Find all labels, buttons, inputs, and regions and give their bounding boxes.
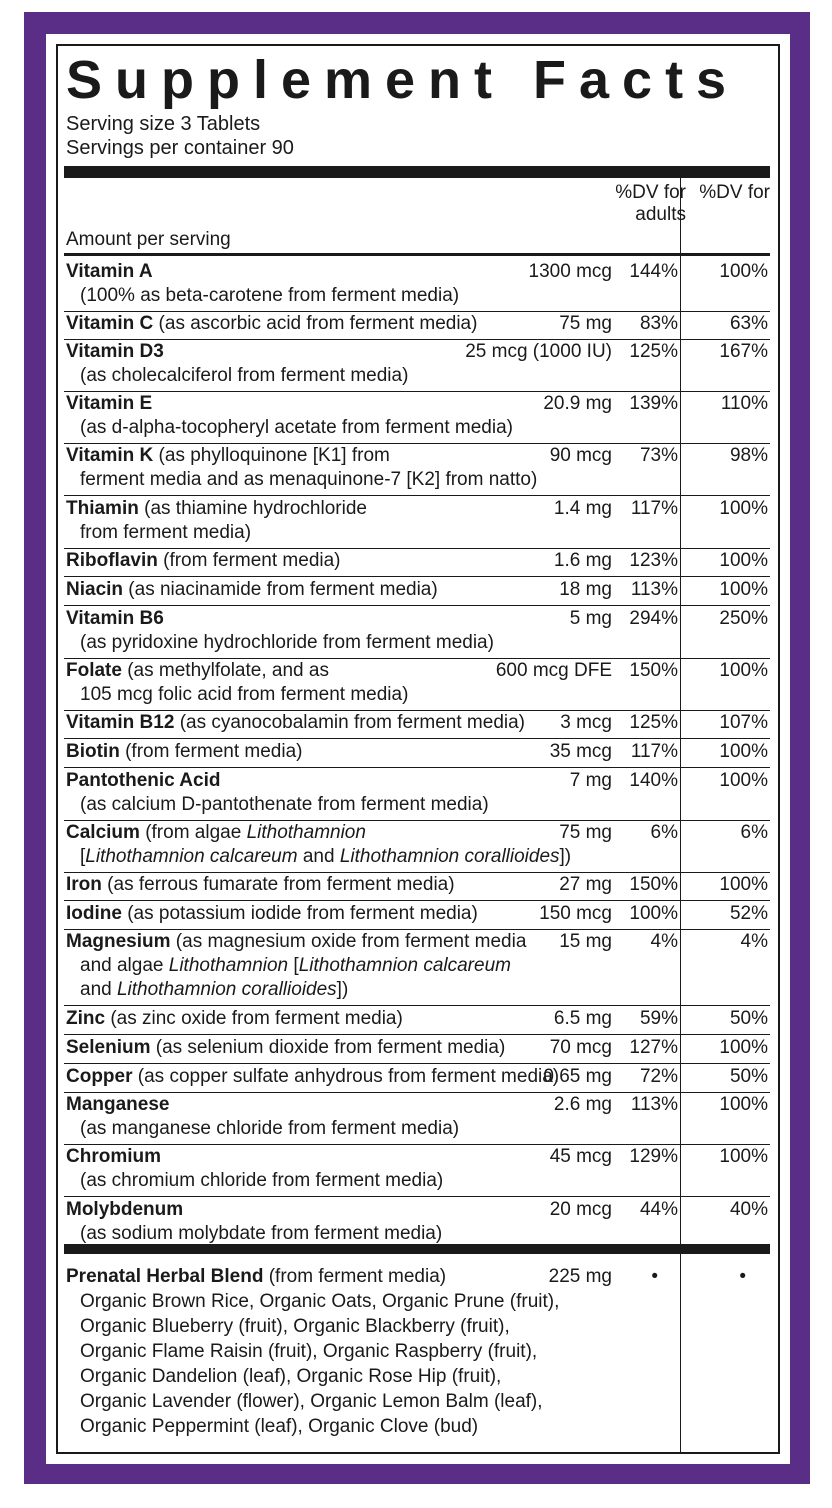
nutrient-dv-adults: 6%	[650, 822, 678, 843]
nutrient-dv-other: 98%	[729, 445, 768, 466]
nutrient-amount: 6.5 mg	[553, 1008, 612, 1029]
nutrient-dv-other: 110%	[720, 393, 768, 414]
source-part: [	[80, 846, 86, 867]
nutrient-amount: 600 mcg DFE	[495, 660, 612, 681]
row-divider	[64, 495, 770, 496]
nutrient-source: (as potassium iodide from ferment media)	[121, 903, 478, 924]
nutrient-dv-adults: 150%	[629, 660, 678, 681]
nutrient-source-line2: 105 mcg folic acid from ferment media)	[80, 684, 409, 705]
nutrient-name-line	[66, 1036, 505, 1060]
blend-name: Prenatal Herbal Blend	[66, 1266, 264, 1287]
source-part-italic: Lithothamnion calcareum	[298, 955, 511, 976]
nutrient-amount: 3 mcg	[560, 712, 612, 733]
nutrient-name: Vitamin C	[66, 313, 154, 334]
nutrient-dv-other: 52%	[729, 903, 768, 924]
nutrient-name: Biotin	[66, 741, 120, 762]
nutrient-source-line2: (as manganese chloride from ferment media)	[80, 1118, 460, 1139]
label-title: Supplement Facts	[66, 50, 740, 110]
blend-amount: 225 mg	[548, 1266, 612, 1287]
nutrient-source: (as niacinamide from ferment media)	[123, 579, 438, 600]
nutrient-name-line	[66, 1065, 559, 1089]
nutrient-name: Vitamin B6	[66, 608, 164, 629]
row-divider	[64, 605, 770, 606]
nutrient-name: Selenium	[66, 1037, 151, 1058]
nutrient-dv-adults: 72%	[639, 1066, 678, 1087]
nutrient-amount: 90 mcg	[549, 445, 612, 466]
nutrient-amount: 150 mcg	[539, 903, 612, 924]
nutrient-dv-adults: 127%	[629, 1037, 678, 1058]
nutrient-amount: 7 mg	[569, 770, 612, 791]
nutrient-amount: 2.6 mg	[553, 1094, 612, 1115]
nutrient-source: (as cyanocobalamin from ferment media)	[174, 712, 526, 733]
nutrient-amount: 25 mcg (1000 IU)	[465, 341, 612, 362]
nutrient-name-line	[66, 930, 526, 954]
serving-size: Serving size 3 Tablets	[66, 113, 261, 135]
nutrient-source-line3	[80, 978, 348, 1002]
row-divider	[64, 900, 770, 901]
row-divider	[64, 576, 770, 577]
nutrient-name: Molybdenum	[66, 1199, 184, 1220]
nutrient-dv-adults: 294%	[629, 608, 678, 629]
nutrient-dv-adults: 117%	[630, 498, 678, 519]
nutrient-dv-adults: 117%	[630, 741, 678, 762]
source-part-italic: Lithothamnion calcareum	[85, 846, 298, 867]
nutrient-row	[64, 1007, 770, 1035]
nutrient-name: Zinc	[66, 1008, 106, 1029]
nutrient-name: Niacin	[66, 579, 124, 600]
nutrient-name-line	[66, 769, 220, 793]
nutrient-name-line	[66, 1145, 161, 1169]
blend-dv-adults: •	[651, 1266, 658, 1287]
nutrient-name: Pantothenic Acid	[66, 770, 221, 791]
thick-divider-top	[64, 166, 770, 178]
nutrient-dv-other: 6%	[740, 822, 768, 843]
source-part: and	[297, 846, 340, 867]
nutrient-dv-other: 100%	[719, 741, 768, 762]
nutrient-dv-adults: 129%	[629, 1146, 678, 1167]
row-divider	[64, 738, 770, 739]
nutrient-name-line	[66, 821, 366, 845]
nutrient-row	[64, 930, 770, 1006]
nutrient-dv-other: 167%	[719, 341, 768, 362]
nutrient-name: Folate	[66, 660, 122, 681]
source-part-italic: Lithothamnion corallioides	[339, 846, 560, 867]
source-part: [	[288, 955, 299, 976]
nutrient-row	[64, 711, 770, 739]
nutrient-row	[64, 1065, 770, 1093]
nutrient-name: Iron	[66, 874, 102, 895]
nutrient-name-line	[66, 392, 152, 416]
nutrient-row	[64, 821, 770, 873]
nutrient-source-italic: Lithothamnion	[246, 822, 366, 843]
nutrient-source-line2: (as pyridoxine hydrochloride from ferment media)	[80, 632, 494, 653]
nutrient-name: Manganese	[66, 1094, 170, 1115]
blend-ingredient-line: Organic Dandelion (leaf), Organic Rose Hip (fruit),	[80, 1366, 502, 1387]
nutrient-source: (as copper sulfate anhydrous from ferment media)	[132, 1066, 560, 1087]
blend-ingredient-line: Organic Brown Rice, Organic Oats, Organic Prune (fruit),	[80, 1291, 560, 1312]
nutrient-dv-adults: 140%	[629, 770, 678, 791]
nutrient-name: Vitamin K	[66, 445, 154, 466]
row-divider	[64, 767, 770, 768]
nutrient-name-line	[66, 1198, 183, 1222]
nutrient-name-line	[66, 1093, 169, 1117]
nutrient-source: (as selenium dioxide from ferment media)	[150, 1037, 506, 1058]
dv-adults-header-line1: %DV for	[615, 182, 686, 203]
nutrient-amount: 1300 mcg	[528, 261, 612, 282]
nutrient-row	[64, 312, 770, 340]
nutrient-source: (as phylloquinone [K1] from	[153, 445, 390, 466]
blend-ingredient-line: Organic Lavender (flower), Organic Lemon Balm (leaf),	[80, 1391, 543, 1412]
nutrient-dv-other: 250%	[719, 608, 768, 629]
nutrient-dv-adults: 123%	[629, 550, 678, 571]
nutrient-amount: 75 mg	[559, 822, 612, 843]
source-part-italic: Lithothamnion	[168, 955, 289, 976]
blend-title	[66, 1264, 446, 1289]
nutrient-source-line2: (as cholecalciferol from ferment media)	[80, 365, 409, 386]
nutrient-row	[64, 497, 770, 549]
blend-ingredient-line: Organic Flame Raisin (fruit), Organic Raspberry (fruit),	[80, 1341, 538, 1362]
nutrient-dv-other: 107%	[719, 712, 768, 733]
nutrient-amount: 0.65 mg	[543, 1066, 612, 1087]
nutrient-name: Riboflavin	[66, 550, 158, 571]
nutrient-dv-other: 50%	[729, 1008, 768, 1029]
nutrient-dv-other: 100%	[719, 660, 768, 681]
dv-adults-header-line2: adults	[635, 204, 686, 225]
row-divider	[64, 1196, 770, 1197]
nutrient-source: (as ascorbic acid from ferment media)	[153, 313, 478, 334]
nutrient-name-line	[66, 260, 153, 284]
nutrient-name: Copper	[66, 1066, 133, 1087]
nutrient-name: Magnesium	[66, 931, 171, 952]
blend-ingredient-line: Organic Peppermint (leaf), Organic Clove (bud)	[80, 1416, 479, 1437]
nutrient-row	[64, 659, 770, 711]
nutrient-row	[64, 902, 770, 930]
supplement-facts-label	[56, 44, 780, 1454]
nutrient-dv-other: 50%	[729, 1066, 768, 1087]
nutrient-dv-other: 100%	[719, 770, 768, 791]
nutrient-row	[64, 769, 770, 821]
medium-divider	[64, 253, 770, 256]
nutrient-name: Vitamin D3	[66, 341, 164, 362]
row-divider	[64, 1063, 770, 1064]
nutrient-row	[64, 1093, 770, 1145]
nutrient-name-line	[66, 312, 477, 336]
nutrient-row	[64, 578, 770, 606]
nutrient-dv-other: 63%	[729, 313, 768, 334]
dv-other-header: %DV for	[699, 182, 770, 203]
nutrient-name: Vitamin A	[66, 261, 153, 282]
nutrient-row	[64, 549, 770, 577]
column-divider-blend	[680, 1254, 681, 1452]
amount-per-serving: Amount per serving	[66, 229, 231, 250]
nutrient-amount: 15 mg	[559, 931, 612, 952]
nutrient-source: (as ferrous fumarate from ferment media)	[101, 874, 455, 895]
source-part: and	[80, 979, 117, 1000]
nutrient-dv-adults: 125%	[629, 712, 678, 733]
nutrient-amount: 18 mg	[559, 579, 612, 600]
nutrient-name: Vitamin B12	[66, 712, 175, 733]
nutrient-dv-other: 4%	[740, 931, 768, 952]
nutrient-row	[64, 340, 770, 392]
nutrient-dv-other: 100%	[719, 1094, 768, 1115]
nutrient-row	[64, 260, 770, 312]
nutrient-dv-other: 100%	[719, 498, 768, 519]
nutrient-dv-adults: 83%	[639, 313, 678, 334]
nutrient-row	[64, 444, 770, 496]
nutrient-dv-other: 100%	[719, 1037, 768, 1058]
nutrient-dv-adults: 150%	[629, 874, 678, 895]
nutrient-dv-other: 100%	[719, 874, 768, 895]
nutrient-row	[64, 740, 770, 768]
nutrient-row	[64, 1036, 770, 1064]
nutrient-dv-adults: 100%	[629, 903, 678, 924]
blend-ingredient-line: Organic Blueberry (fruit), Organic Blackberry (fruit),	[80, 1316, 510, 1337]
nutrient-dv-adults: 113%	[630, 1094, 678, 1115]
nutrient-source-line2	[80, 954, 511, 978]
nutrient-source-line2: (as chromium chloride from ferment media)	[80, 1170, 444, 1191]
nutrient-name-line	[66, 607, 164, 631]
nutrient-name-line	[66, 444, 390, 468]
nutrient-name-line	[66, 340, 164, 364]
nutrient-dv-adults: 139%	[629, 393, 678, 414]
blend-dv-other: •	[739, 1266, 746, 1287]
nutrient-source-line2: (100% as beta-carotene from ferment media)	[80, 285, 460, 306]
nutrient-source: (from ferment media)	[119, 741, 303, 762]
source-part: and algae	[80, 955, 169, 976]
nutrient-dv-adults: 144%	[629, 261, 678, 282]
nutrient-row	[64, 1198, 770, 1250]
nutrient-source: (from algae	[139, 822, 247, 843]
nutrient-amount: 5 mg	[569, 608, 612, 629]
blend-source: (from ferment media)	[263, 1266, 447, 1287]
nutrient-name: Thiamin	[66, 498, 139, 519]
nutrient-dv-adults: 44%	[639, 1199, 678, 1220]
nutrient-amount: 1.6 mg	[553, 550, 612, 571]
nutrient-dv-adults: 73%	[639, 445, 678, 466]
nutrient-name-line	[66, 497, 367, 521]
nutrient-source-line2: (as calcium D-pantothenate from ferment media)	[80, 794, 489, 815]
nutrient-amount: 70 mcg	[549, 1037, 612, 1058]
nutrient-source: (as thiamine hydrochloride	[138, 498, 367, 519]
nutrient-name-line	[66, 659, 329, 683]
nutrient-amount: 1.4 mg	[553, 498, 612, 519]
nutrient-source-line2	[80, 845, 571, 869]
source-part-italic: Lithothamnion corallioides	[116, 979, 337, 1000]
nutrient-source: (as magnesium oxide from ferment media	[170, 931, 527, 952]
nutrient-name-line	[66, 578, 438, 602]
nutrient-name: Vitamin E	[66, 393, 153, 414]
nutrient-row	[64, 1145, 770, 1197]
nutrient-row	[64, 607, 770, 659]
nutrient-dv-other: 100%	[719, 550, 768, 571]
nutrient-amount: 20 mcg	[549, 1199, 612, 1220]
nutrient-source-line2: (as d-alpha-tocopheryl acetate from ferment media)	[80, 417, 513, 438]
servings-per-container: Servings per container 90	[66, 137, 294, 159]
thick-divider-bottom	[64, 1244, 770, 1254]
nutrient-name-line	[66, 902, 478, 926]
nutrient-name: Chromium	[66, 1146, 161, 1167]
nutrient-amount: 45 mcg	[549, 1146, 612, 1167]
row-divider	[64, 1034, 770, 1035]
nutrient-row	[64, 873, 770, 901]
nutrient-name-line	[66, 873, 455, 897]
nutrient-dv-other: 100%	[719, 1146, 768, 1167]
nutrient-name: Calcium	[66, 822, 140, 843]
nutrient-source-line2: from ferment media)	[80, 522, 252, 543]
nutrient-dv-adults: 113%	[630, 579, 678, 600]
nutrient-name-line	[66, 1007, 403, 1031]
nutrient-dv-adults: 4%	[650, 931, 678, 952]
nutrient-dv-other: 100%	[719, 261, 768, 282]
nutrient-source: (as methylfolate, and as	[121, 660, 329, 681]
nutrient-name-line	[66, 711, 525, 735]
nutrient-name-line	[66, 549, 341, 573]
nutrient-source: (as zinc oxide from ferment media)	[105, 1008, 403, 1029]
nutrient-source: (from ferment media)	[157, 550, 341, 571]
nutrient-dv-other: 40%	[729, 1199, 768, 1220]
nutrient-name: Iodine	[66, 903, 122, 924]
nutrient-dv-other: 100%	[719, 579, 768, 600]
nutrient-row	[64, 392, 770, 444]
nutrient-source-line2: ferment media and as menaquinone-7 [K2] from natto)	[80, 469, 538, 490]
nutrient-source-line2: (as sodium molybdate from ferment media)	[80, 1223, 443, 1244]
nutrient-dv-adults: 125%	[629, 341, 678, 362]
nutrient-amount: 27 mg	[559, 874, 612, 895]
source-part: ])	[336, 979, 349, 1000]
nutrient-amount: 75 mg	[559, 313, 612, 334]
nutrient-amount: 35 mcg	[549, 741, 612, 762]
source-part: ])	[559, 846, 572, 867]
dv-adults-header	[596, 182, 686, 226]
nutrient-dv-adults: 59%	[639, 1008, 678, 1029]
nutrient-amount: 20.9 mg	[543, 393, 612, 414]
nutrient-name-line	[66, 740, 302, 764]
row-divider	[64, 1005, 770, 1006]
